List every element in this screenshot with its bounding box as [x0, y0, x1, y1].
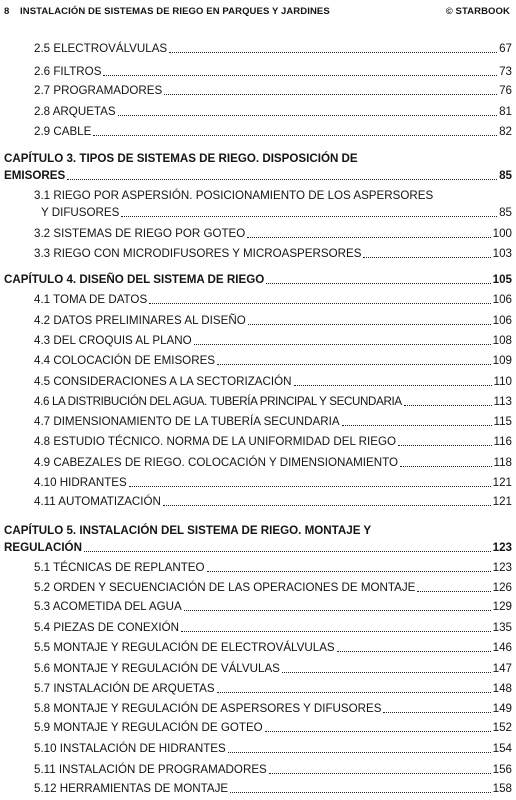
toc-entry-title: 4.1 TOMA DE DATOS [34, 293, 148, 306]
toc-chapter-5[interactable] [4, 540, 512, 556]
toc-entry-page: 147 [492, 662, 512, 675]
toc-entry-page: 106 [492, 293, 512, 306]
toc-entry-page: 109 [492, 354, 512, 367]
dot-leader [230, 791, 491, 793]
toc-entry-title: 5.6 MONTAJE Y REGULACIÓN DE VÁLVULAS [34, 662, 280, 675]
dot-leader [163, 504, 491, 506]
toc-entry-5-11[interactable] [34, 762, 512, 778]
toc-entry-page: 67 [499, 42, 512, 55]
dot-leader [149, 302, 490, 304]
toc-entry-5-3[interactable] [34, 599, 512, 615]
toc-entry-3-3[interactable] [34, 246, 512, 262]
toc-entry-page: 154 [492, 742, 512, 755]
dot-leader [228, 751, 491, 753]
toc-entry-2-9[interactable] [34, 124, 512, 140]
toc-entry-5-8[interactable] [34, 701, 512, 717]
toc-entry-page: 115 [493, 415, 512, 428]
dot-leader [194, 343, 491, 345]
dot-leader [118, 114, 497, 116]
toc-entry-title: CAPÍTULO 4. DISEÑO DEL SISTEMA DE RIEGO [4, 273, 265, 286]
dot-leader [265, 730, 491, 732]
dot-leader [207, 570, 491, 572]
toc-entry-title: 4.10 HIDRANTES [34, 476, 127, 489]
dot-leader [400, 465, 492, 467]
chapter-3-title: CAPÍTULO 3. TIPOS DE SISTEMAS DE RIEGO. DISPOSICIÓN DE [4, 152, 358, 165]
toc-entry-page: 100 [492, 227, 512, 240]
toc-entry-title: 4.8 ESTUDIO TÉCNICO. NORMA DE LA UNIFORMIDAD DEL RIEGO [34, 435, 397, 448]
toc-entry-title: 5.9 MONTAJE Y REGULACIÓN DE GOTEO [34, 721, 263, 734]
toc-entry-title: 2.9 CABLE [34, 125, 92, 138]
toc-entry-page: 105 [492, 273, 512, 286]
toc-entry-title: 4.11 AUTOMATIZACIÓN [34, 495, 161, 508]
toc-entry-title: 5.2 ORDEN Y SECUENCIACIÓN DE LAS OPERACIONES DE MONTAJE [34, 581, 416, 594]
toc-entry-page: 103 [492, 247, 512, 260]
toc-entry-page: 85 [499, 206, 512, 219]
toc-entry-page: 108 [492, 334, 512, 347]
toc-entry-5-4[interactable] [34, 620, 512, 636]
dot-leader [269, 772, 491, 774]
dot-leader [282, 671, 491, 673]
dot-leader [181, 630, 491, 632]
toc-entry-5-12[interactable] [34, 781, 512, 797]
toc-entry-5-7[interactable] [34, 681, 512, 697]
toc-entry-title: 4.7 DIMENSIONAMIENTO DE LA TUBERÍA SECUNDARIA [34, 415, 340, 428]
dot-leader [169, 51, 497, 53]
toc-entry-title: 3.3 RIEGO CON MICRODIFUSORES Y MICROASPERSORES [34, 247, 362, 260]
toc-entry-page: 76 [499, 84, 512, 97]
toc-entry-title: 2.8 ARQUETAS [34, 105, 116, 118]
dot-leader [129, 485, 491, 487]
toc-entry-page: 110 [493, 375, 512, 388]
toc-entry-page: 85 [499, 169, 512, 182]
dot-leader [67, 178, 497, 180]
toc-entry-title: 5.12 HERRAMIENTAS DE MONTAJE [34, 782, 229, 795]
toc-entry-page: 152 [492, 721, 512, 734]
toc-entry-page: 149 [492, 702, 512, 715]
toc-entry-title: 5.5 MONTAJE Y REGULACIÓN DE ELECTROVÁLVULAS [34, 641, 335, 654]
dot-leader [248, 323, 491, 325]
toc-entry-page: 81 [499, 105, 512, 118]
dot-leader [184, 609, 491, 611]
toc-entry-2-8[interactable] [34, 104, 512, 120]
toc-entry-page: 118 [493, 456, 512, 469]
toc-entry-5-5[interactable] [34, 640, 512, 656]
dot-leader [93, 134, 497, 136]
toc-entry-title: 5.7 INSTALACIÓN DE ARQUETAS [34, 682, 215, 695]
toc-entry-page: 121 [492, 476, 512, 489]
toc-entry-2-6[interactable] [34, 64, 512, 80]
toc-entry-page: 73 [499, 65, 512, 78]
toc-entry-page: 148 [492, 682, 512, 695]
toc-entry-5-10[interactable] [34, 741, 512, 757]
toc-entry-page: 129 [492, 600, 512, 613]
dot-leader [103, 74, 497, 76]
toc-entry-page: 146 [492, 641, 512, 654]
toc-entry-page: 123 [492, 541, 512, 554]
toc-entry-title: 4.6 LA DISTRIBUCIÓN DEL AGUA. TUBERÍA PRINCIPAL Y SECUNDARIA [34, 395, 402, 408]
dot-leader [294, 384, 492, 386]
toc-entry-5-2[interactable] [34, 580, 512, 596]
toc-entry-page: 126 [492, 581, 512, 594]
toc-entry-title: Y DIFUSORES [41, 206, 120, 219]
toc-entry-4-2[interactable] [34, 313, 512, 329]
toc-entry-2-5[interactable] [34, 41, 512, 57]
toc-entry-5-1[interactable] [34, 560, 512, 576]
dot-leader [217, 691, 491, 693]
toc-entry-title: EMISORES [4, 169, 66, 182]
toc-entry-4-5[interactable] [34, 374, 512, 390]
toc-entry-5-6[interactable] [34, 661, 512, 677]
book-title: INSTALACIÓN DE SISTEMAS DE RIEGO EN PARQUES Y JARDINES [20, 6, 330, 17]
toc-entry-page: 121 [492, 495, 512, 508]
toc-entry-title: 4.5 CONSIDERACIONES A LA SECTORIZACIÓN [34, 375, 292, 388]
toc-entry-4-10[interactable] [34, 475, 512, 491]
dot-leader [217, 363, 491, 365]
toc-entry-page: 82 [499, 125, 512, 138]
dot-leader [247, 236, 490, 238]
dot-leader [383, 711, 490, 713]
chapter-5-title: CAPÍTULO 5. INSTALACIÓN DEL SISTEMA DE RIEGO. MONTAJE Y [4, 524, 372, 537]
toc-entry-4-7[interactable] [34, 414, 512, 430]
toc-entry-page: 113 [493, 395, 512, 408]
toc-entry-title: REGULACIÓN [4, 541, 82, 554]
toc-entry-page: 135 [492, 621, 512, 634]
dot-leader [404, 404, 492, 406]
dot-leader [363, 256, 490, 258]
toc-entry-title: 4.9 CABEZALES DE RIEGO. COLOCACIÓN Y DIMENSIONAMIENTO [34, 456, 399, 469]
toc-entry-3-1-line1: 3.1 RIEGO POR ASPERSIÓN. POSICIONAMIENTO DE LOS ASPERSORES [34, 189, 434, 202]
dot-leader [121, 215, 497, 217]
toc-entry-title: 4.2 DATOS PRELIMINARES AL DISEÑO [34, 314, 246, 327]
toc-entry-4-11[interactable] [34, 494, 512, 510]
toc-entry-3-2[interactable] [34, 226, 512, 242]
toc-entry-4-8[interactable] [34, 434, 512, 450]
toc-entry-title: 2.6 FILTROS [34, 65, 102, 78]
toc-chapter-4[interactable] [4, 272, 512, 288]
toc-entry-4-4[interactable] [34, 353, 512, 369]
publisher-brand: © STARBOOK [445, 6, 510, 17]
toc-chapter-3[interactable] [4, 168, 512, 184]
toc-entry-title: 5.4 PIEZAS DE CONEXIÓN [34, 621, 179, 634]
toc-entry-4-3[interactable] [34, 333, 512, 349]
dot-leader [266, 282, 490, 284]
toc-entry-title: 5.10 INSTALACIÓN DE HIDRANTES [34, 742, 226, 755]
toc-entry-page: 123 [492, 561, 512, 574]
toc-entry-title: 4.3 DEL CROQUIS AL PLANO [34, 334, 192, 347]
toc-entry-page: 158 [492, 782, 512, 795]
toc-entry-title: 5.11 INSTALACIÓN DE PROGRAMADORES [34, 763, 267, 776]
toc-entry-page: 106 [492, 314, 512, 327]
toc-entry-title: 2.5 ELECTROVÁLVULAS [34, 42, 168, 55]
toc-entry-title: 5.1 TÉCNICAS DE REPLANTEO [34, 561, 205, 574]
dot-leader [398, 444, 491, 446]
toc-entry-title: 4.4 COLOCACIÓN DE EMISORES [34, 354, 216, 367]
page-number: 8 [4, 6, 10, 17]
toc-entry-5-9[interactable] [34, 720, 512, 736]
dot-leader [342, 424, 492, 426]
toc-entry-4-6[interactable] [34, 394, 512, 410]
dot-leader [417, 590, 490, 592]
toc-entry-4-1[interactable] [34, 292, 512, 308]
dot-leader [84, 550, 491, 552]
toc-entry-4-9[interactable] [34, 455, 512, 471]
toc-entry-3-1[interactable] [41, 205, 512, 221]
dot-leader [337, 650, 491, 652]
toc-entry-title: 5.8 MONTAJE Y REGULACIÓN DE ASPERSORES Y DIFUSORES [34, 702, 382, 715]
toc-entry-title: 3.2 SISTEMAS DE RIEGO POR GOTEO [34, 227, 246, 240]
toc-entry-page: 156 [492, 763, 512, 776]
toc-entry-title: 2.7 PROGRAMADORES [34, 84, 163, 97]
toc-entry-2-7[interactable] [34, 83, 512, 99]
dot-leader [164, 93, 497, 95]
toc-entry-page: 116 [493, 435, 512, 448]
toc-entry-title: 5.3 ACOMETIDA DEL AGUA [34, 600, 182, 613]
